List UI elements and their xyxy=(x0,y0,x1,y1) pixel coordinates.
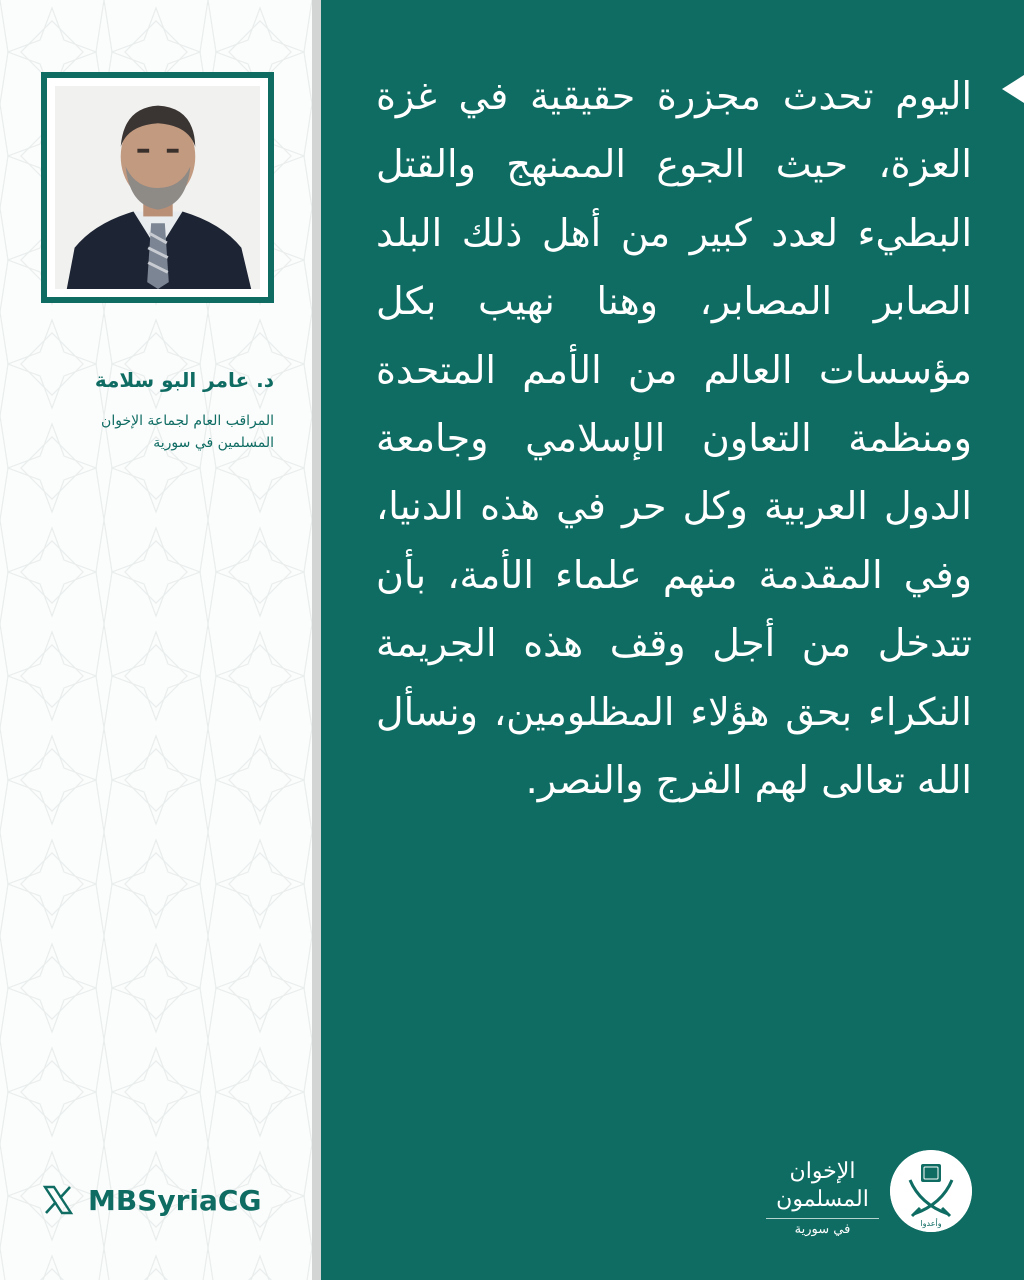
speaker-photo xyxy=(55,86,260,289)
speaker-title-line1: المراقب العام لجماعة الإخوان xyxy=(101,413,274,429)
organization-logo xyxy=(760,1150,975,1237)
speaker-title-line2: المسلمين في سورية xyxy=(153,435,274,451)
quote-text: اليوم تحدث مجزرة حقيقية في غزة العزة، حيث الجوع الممنهج والقتل البطيء لعدد كبير من أهل ذلك البلد الصابر المصابر، وهنا نهيب بكل مؤسسات العالم من الأمم المتحدة ومنظمة التعاون الإسلامي وجامعة الدول العربية وكل حر في هذه الدنيا، وفي المقدمة منهم علماء الأمة، بأن تتدخل من أجل وقف هذه الجريمة النكراء بحق هؤلاء المظلومين، ونسأل الله تعالى لهم الفرج والنصر. xyxy=(376,74,972,803)
emblem-icon xyxy=(890,1150,972,1232)
x-logo-icon xyxy=(42,1184,74,1216)
corner-arrow-marker xyxy=(1002,75,1024,103)
logo-sub-text: في سورية xyxy=(794,1222,851,1237)
left-panel xyxy=(0,0,312,1280)
social-handle: MBSyriaCG xyxy=(88,1183,262,1217)
logo-wordmark xyxy=(760,1158,885,1238)
speaker-name: د. عامر البو سلامة xyxy=(94,368,274,392)
social-handle-row xyxy=(42,1180,261,1220)
panel-divider xyxy=(312,0,321,1280)
crossed-swords-quran-icon xyxy=(890,1150,972,1232)
logo-rule xyxy=(766,1218,879,1219)
speaker-photo-frame xyxy=(41,72,274,303)
emblem-word: وأعدوا xyxy=(920,1219,942,1228)
speaker-title xyxy=(30,410,274,454)
logo-main-text: الإخوان المسلمون xyxy=(776,1159,869,1212)
